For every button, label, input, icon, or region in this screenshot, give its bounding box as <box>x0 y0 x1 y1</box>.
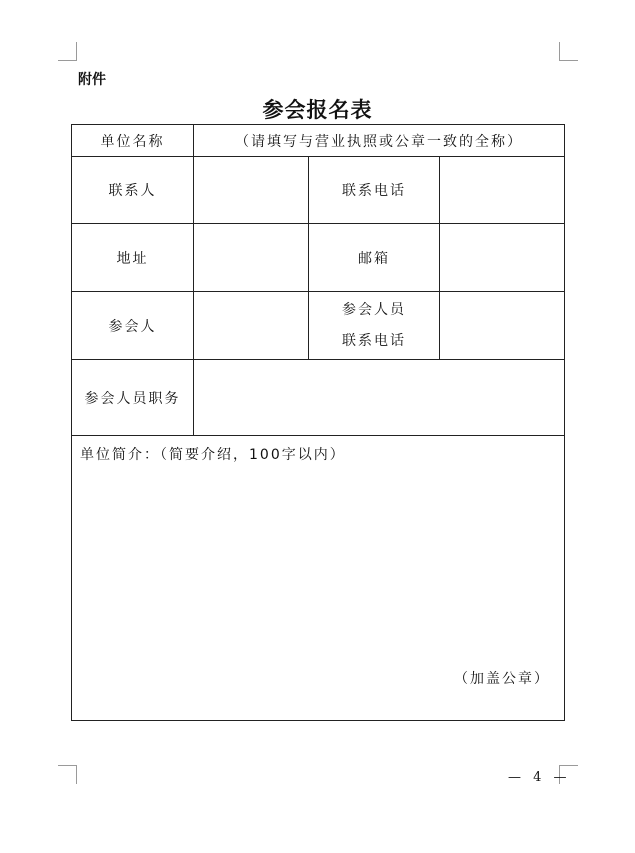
address-label: 地址 <box>72 224 194 292</box>
attendee-phone-label-line1: 参会人员 <box>342 301 406 318</box>
crop-mark-top-left <box>58 42 77 61</box>
crop-mark-top-right <box>559 42 578 61</box>
table-row <box>72 157 565 224</box>
attendee-field[interactable] <box>194 292 309 360</box>
phone-label: 联系电话 <box>309 157 440 224</box>
attendee-position-label: 参会人员职务 <box>72 360 194 436</box>
seal-label: （加盖公章） <box>454 671 551 687</box>
table-row <box>72 436 565 721</box>
table-row <box>72 125 565 157</box>
attachment-label: 附件 <box>78 72 106 88</box>
address-field[interactable] <box>194 224 309 292</box>
unit-name-field[interactable]: （请填写与营业执照或公章一致的全称） <box>194 125 565 157</box>
contact-field[interactable] <box>194 157 309 224</box>
email-field[interactable] <box>440 224 565 292</box>
table-row <box>72 360 565 436</box>
page-number: — 4 — <box>508 770 571 785</box>
attendee-phone-label-line2: 联系电话 <box>342 332 406 349</box>
unit-intro-label: 单位简介：（简要介绍，100字以内） <box>80 447 346 463</box>
attendee-position-field[interactable] <box>194 360 565 436</box>
registration-form-table <box>71 124 565 721</box>
contact-label: 联系人 <box>72 157 194 224</box>
unit-name-label: 单位名称 <box>72 125 194 157</box>
attendee-phone-field[interactable] <box>440 292 565 360</box>
page-title: 参会报名表 <box>262 97 373 122</box>
attendee-label: 参会人 <box>72 292 194 360</box>
table-row <box>72 292 565 360</box>
email-label: 邮箱 <box>309 224 440 292</box>
unit-intro-field[interactable] <box>72 436 565 721</box>
phone-field[interactable] <box>440 157 565 224</box>
crop-mark-bottom-left <box>58 765 77 784</box>
table-row <box>72 224 565 292</box>
attendee-phone-label <box>309 292 440 360</box>
